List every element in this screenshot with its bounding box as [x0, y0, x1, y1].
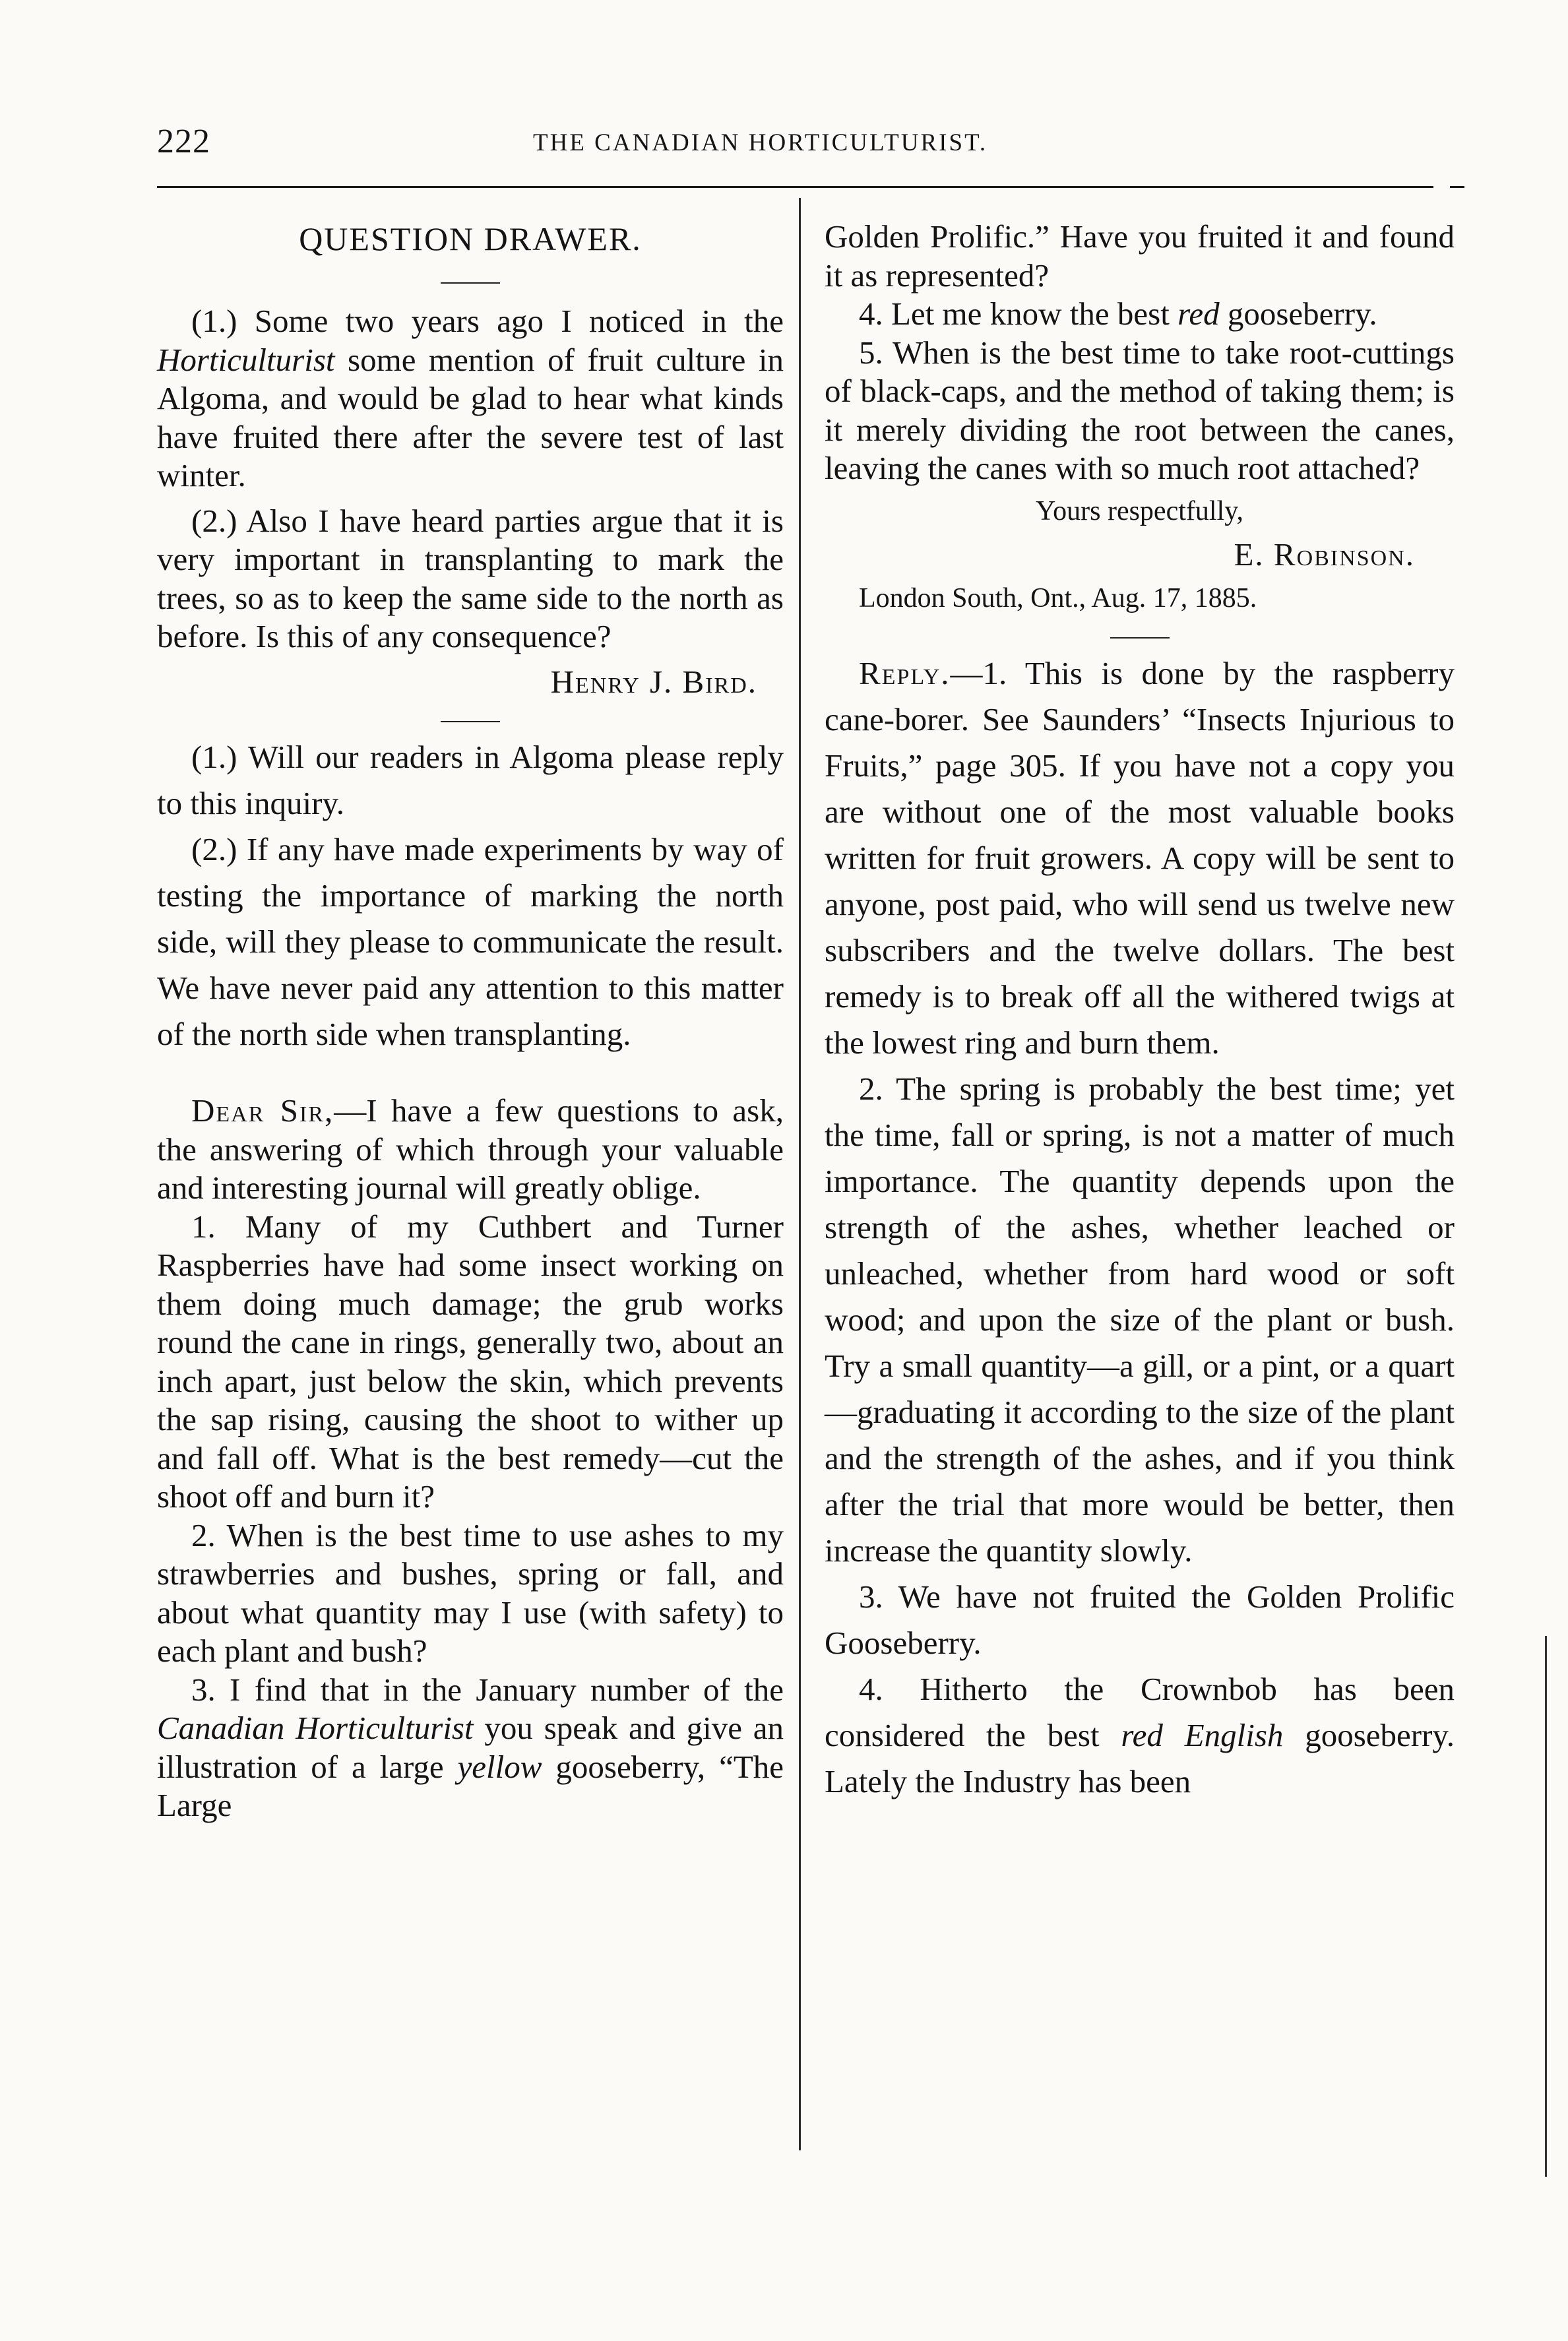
reply-answer3: 3. We have not fruited the Golden Prolific Gooseberry.: [825, 1578, 1455, 1661]
column-divider: [799, 198, 801, 2150]
right-column: [825, 218, 1455, 1805]
letter2-question2: 2. When is the best time to use ashes to my strawberries and bushes, spring or fall, and about what quantity may I use (with safety) to each plant and bush?: [157, 1516, 784, 1669]
left-column: [157, 218, 784, 1825]
letter2-intro: Dear Sir,—I have a few questions to ask, the answering of which through your valuable and interesting journal will greatly oblige.: [157, 1092, 784, 1206]
letter1-question1: (1.) Some two years ago I noticed in the Horticulturist some mention of fruit culture in Algoma, and would be glad to hear what kinds have fruited there after the severe test of last winter.: [157, 303, 784, 493]
reply-rule: [441, 721, 500, 722]
header-rule: [157, 186, 1433, 188]
letter1-signature: Henry J. Bird.: [550, 663, 757, 700]
header-rule-tail: [1450, 186, 1464, 188]
reply-answer2: 2. The spring is probably the best time; yet the time, fall or spring, is not a matter of much importance. The quantity depends upon the strength of the ashes, whether leached or unleached, whether from hard wood or soft wood; and upon the size of the plant or bush. Try a small quantity—a gill, or a pint, or a quart—graduating it according to the size of the plant and the strength of the ashes, and if you think after the trial that more would be better, then increase the quantity slowly.: [825, 1071, 1455, 1569]
reply-answer4: 4. Hitherto the Crownbob has been considered the best red English gooseberry. Lately the Industry has been: [825, 1671, 1455, 1799]
letter2-question5: 5. When is the best time to take root-cuttings of black-caps, and the method of taking them; is it merely dividing the root between the canes, leaving the canes with so much root attached?: [825, 334, 1455, 486]
reply1-answer2: (2.) If any have made experiments by way of testing the importance of marking the north side, will they please to communicate the result. We have never paid any attention to this matter of the north side when transplanting.: [157, 831, 784, 1052]
letter2-place-date: London South, Ont., Aug. 17, 1885.: [859, 583, 1257, 613]
reply1-answer1: (1.) Will our readers in Algoma please reply to this inquiry.: [157, 739, 784, 821]
section-heading: QUESTION DRAWER.: [299, 220, 642, 257]
letter2-question4: 4. Let me know the best red gooseberry.: [859, 296, 1377, 332]
letter2-question3: 3. I find that in the January number of the Canadian Horticulturist you speak and give an illustration of a large yellow gooseberry, “The Large: [157, 1671, 784, 1823]
reply-answer1: Reply.—1. This is done by the raspberry cane-borer. See Saunders’ “Insects Injurious to Fruits,” page 305. If you have not a copy you are without one of the most valuable books written for fruit growers. A copy will be sent to anyone, post paid, who will send us twelve new subscribers and the twelve dollars. The best remedy is to break off all the withered twigs at the lowest ring and burn them.: [825, 655, 1455, 1061]
page-header: [157, 122, 1430, 175]
letter2-closing: Yours respectfully,: [1036, 495, 1243, 526]
running-title: THE CANADIAN HORTICULTURIST.: [533, 129, 988, 156]
letter2-signature: E. Robinson.: [1234, 536, 1415, 573]
page-number: 222: [157, 123, 210, 160]
letter1-question2: (2.) Also I have heard parties argue that it is very important in transplanting to mark the trees, so as to keep the same side to the north as before. Is this of any consequence?: [157, 502, 784, 654]
page-edge-rule: [1545, 1636, 1547, 2177]
section-rule: [441, 282, 500, 284]
letter2-question3-cont: Golden Prolific.” Have you fruited it and found it as represented?: [825, 218, 1455, 294]
reply-rule-right: [1110, 637, 1170, 639]
letter2-question1: 1. Many of my Cuthbert and Turner Raspberries have had some insect working on them doing much damage; the grub works round the cane in rings, generally two, about an inch apart, just below the skin, which prevents the sap rising, causing the shoot to wither up and fall off. What is the best remedy—cut the shoot off and burn it?: [157, 1208, 784, 1514]
